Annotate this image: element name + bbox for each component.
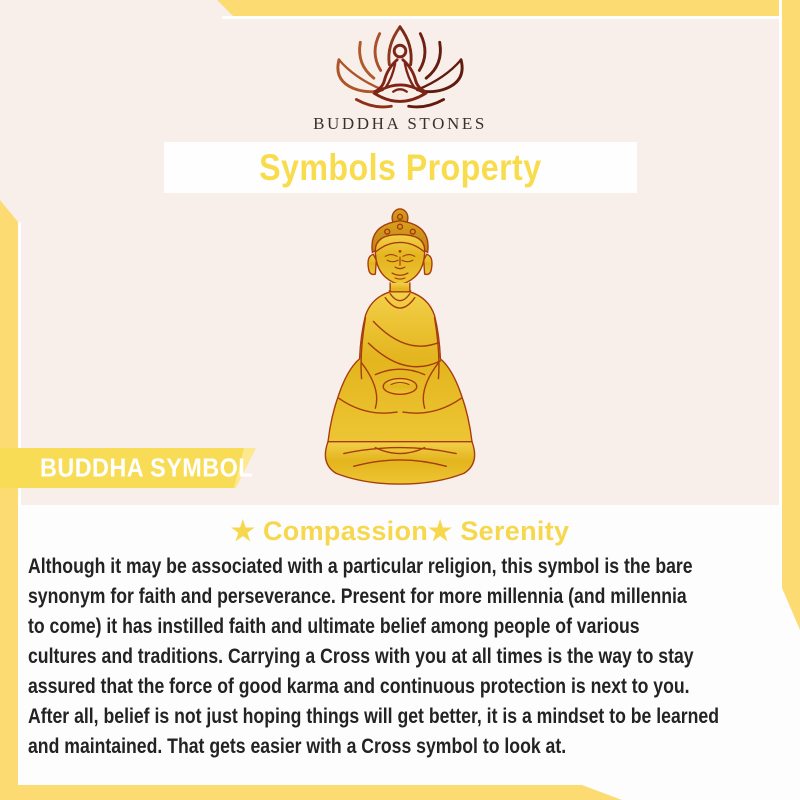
description-line: assured that the force of good karma and continuous protection is next to you. (28, 675, 690, 698)
description-line: to come) it has instilled faith and ultimate belief among people of various (28, 615, 640, 638)
top-yellow-band (217, 0, 800, 16)
buddha-statue-icon (303, 205, 497, 491)
buddha-stones-logo (325, 22, 475, 114)
left-yellow-stripe (0, 200, 18, 800)
description-line: Although it may be associated with a particular religion, this symbol is the bare (28, 555, 693, 578)
description-line: and maintained. That gets easier with a Cross symbol to look at. (28, 735, 567, 758)
lotus-meditation-icon (325, 22, 475, 114)
description-line: cultures and traditions. Carrying a Cross with you at all times is the way to stay (28, 645, 694, 668)
buddha-statue-illustration (303, 205, 497, 491)
title-banner (164, 142, 637, 193)
description-line: synonym for faith and perseverance. Present for more millennia (and millennia (28, 585, 687, 608)
traits-line: ★ Compassion★ Serenity (230, 516, 570, 546)
top-band-divider (222, 16, 779, 19)
right-stripe-divider (779, 0, 782, 505)
bottom-yellow-band (0, 785, 622, 800)
description-paragraph (28, 552, 788, 762)
ribbon-label: BUDDHA SYMBOL (40, 452, 253, 483)
page-title: Symbols Property (259, 146, 542, 188)
buddha-symbol-ribbon (0, 448, 258, 488)
description-line: After all, belief is not just hoping things will get better, it is a mindset to be learned (28, 705, 719, 728)
brand-name: BUDDHA STONES (313, 114, 487, 133)
